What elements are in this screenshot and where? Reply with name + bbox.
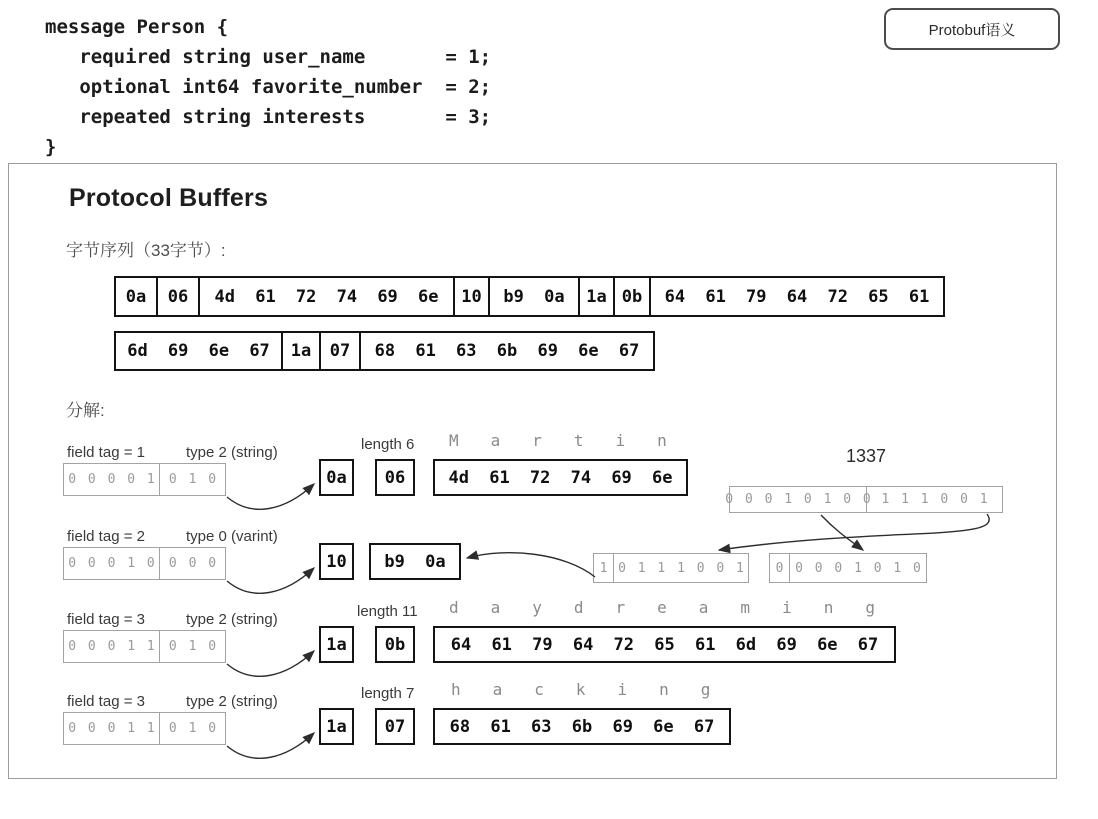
varint-value-label: 1337	[845, 446, 887, 466]
varint-low-bits-cell: 1 1 1 0 0 1	[881, 492, 988, 507]
byte-cell: 6d 69 6e 67	[116, 333, 283, 369]
length-byte-cell: 06	[375, 459, 415, 496]
varint-byte1-msb-cell: 1	[594, 554, 614, 582]
field-type-label: type 2 (string)	[186, 611, 278, 628]
breakdown-label: 分解:	[66, 401, 105, 420]
code-line: optional int64 favorite_number = 2;	[45, 76, 492, 98]
code-line: }	[45, 136, 57, 158]
varint-value-bits-box	[725, 486, 1003, 513]
varint-byte1-bits-box	[593, 553, 749, 583]
tag-byte-cell: 1a	[319, 626, 354, 663]
tag-bits-cell: 0 0 0 1 0	[64, 548, 160, 579]
byte-sequence-label: 字节序列（33字节）:	[66, 241, 226, 260]
varint-byte2-bits-box	[769, 553, 927, 583]
byte-cell: 1a	[283, 333, 321, 369]
tag-byte-cell: 10	[319, 543, 354, 580]
byte-cell: 10	[455, 278, 490, 315]
varint-byte1-payload-cell: 0 1 1 1 0 0 1	[618, 560, 744, 576]
value-bytes-box: 64 61 79 64 72 65 61 6d 69 6e 67	[433, 626, 896, 663]
code-line: message Person {	[45, 16, 229, 38]
length-label: length 7	[361, 685, 415, 702]
byte-sequence-row-1	[114, 276, 945, 317]
length-label: length 6	[361, 436, 415, 453]
field-type-label: type 0 (varint)	[186, 528, 278, 545]
field-row-user-name	[9, 431, 1058, 524]
field-tag-label: field tag = 2	[67, 528, 145, 545]
byte-cell: 4d 61 72 74 69 6e	[200, 278, 455, 315]
field-type-label: type 2 (string)	[186, 444, 278, 461]
byte-cell: 68 61 63 6b 69 6e 67	[374, 341, 640, 361]
value-bytes-box: 68 61 63 6b 69 6e 67	[433, 708, 731, 745]
tag-bits-box	[63, 630, 226, 663]
byte-cell: 0a	[116, 278, 158, 315]
type-bits-cell: 0 1 0	[168, 472, 217, 487]
byte-sequence-row-2	[114, 331, 655, 371]
value-bytes-box: b9 0a	[369, 543, 461, 580]
field-row-interests-1	[9, 598, 1058, 691]
code-line: required string user_name = 1;	[45, 46, 492, 68]
value-chars: Martin	[449, 431, 699, 450]
byte-cell: 64 61 79 64 72 65 61	[664, 286, 930, 307]
tag-bits-cell: 0 0 0 0 1	[64, 464, 160, 495]
panel-title: Protocol Buffers	[69, 184, 269, 212]
field-tag-label: field tag = 3	[67, 611, 145, 628]
diagram-panel	[8, 163, 1057, 779]
varint-byte2-msb-cell: 0	[770, 554, 790, 582]
tag-bits-box	[63, 712, 226, 745]
protobuf-semantics-button[interactable]: Protobuf语义	[884, 8, 1060, 50]
byte-cell: b9 0a	[490, 278, 580, 315]
tag-bits-box	[63, 463, 226, 496]
type-bits-cell: 0 1 0	[168, 639, 217, 654]
value-chars: daydreaming	[449, 598, 907, 617]
byte-cell: 07	[321, 333, 361, 369]
tag-bits-box	[63, 547, 226, 580]
code-line: repeated string interests = 3;	[45, 106, 492, 128]
code-block	[45, 12, 491, 162]
value-bytes-box: 4d 61 72 74 69 6e	[433, 459, 688, 496]
varint-byte2-payload-cell: 0 0 0 1 0 1 0	[795, 560, 921, 576]
length-byte-cell: 0b	[375, 626, 415, 663]
field-tag-label: field tag = 1	[67, 444, 145, 461]
byte-cell: 06	[158, 278, 200, 315]
length-label: length 11	[357, 603, 418, 620]
type-bits-cell: 0 1 0	[168, 721, 217, 736]
value-chars: hacking	[451, 680, 743, 699]
tag-byte-cell: 0a	[319, 459, 354, 496]
varint-high-bits-cell: 0 0 0 1 0 1 0 0	[730, 487, 867, 512]
tag-bits-cell: 0 0 0 1 1	[64, 713, 160, 744]
field-row-favorite-number	[9, 528, 1058, 608]
tag-bits-cell: 0 0 0 1 1	[64, 631, 160, 662]
length-byte-cell: 07	[375, 708, 415, 745]
field-row-interests-2	[9, 680, 1058, 773]
field-type-label: type 2 (string)	[186, 693, 278, 710]
type-bits-cell: 0 0 0	[168, 556, 217, 571]
byte-cell: 0b	[615, 278, 651, 315]
field-tag-label: field tag = 3	[67, 693, 145, 710]
tag-byte-cell: 1a	[319, 708, 354, 745]
byte-cell: 1a	[580, 278, 615, 315]
